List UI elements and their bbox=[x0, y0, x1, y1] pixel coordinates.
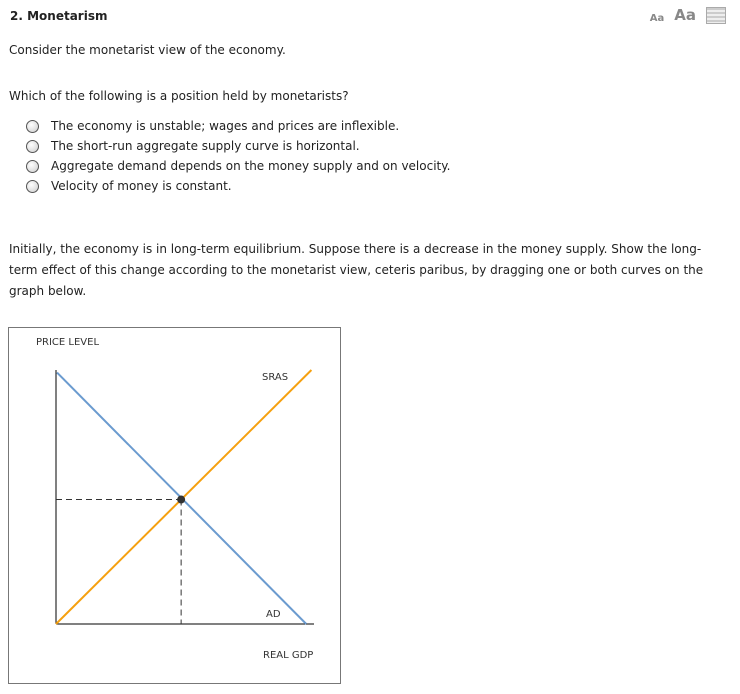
font-size-small-button[interactable]: Aa bbox=[649, 13, 665, 24]
radio-button[interactable] bbox=[26, 120, 39, 133]
equilibrium-point bbox=[177, 496, 185, 504]
toolbar bbox=[650, 6, 726, 24]
option-label: Velocity of money is constant. bbox=[51, 179, 232, 193]
y-axis-label: PRICE LEVEL bbox=[36, 337, 100, 348]
option-1[interactable] bbox=[26, 116, 450, 136]
question-title: 2. Monetarism bbox=[10, 9, 108, 23]
option-3[interactable] bbox=[26, 156, 450, 176]
option-label: The economy is unstable; wages and prices are inflexible. bbox=[51, 119, 400, 133]
print-icon[interactable] bbox=[706, 7, 726, 24]
option-label: Aggregate demand depends on the money supply and on velocity. bbox=[51, 159, 451, 173]
option-label: The short-run aggregate supply curve is horizontal. bbox=[51, 139, 360, 153]
instructions-text: Initially, the economy is in long-term equilibrium. Suppose there is a decrease in the money supply. Show the long-term effect of this change according to the monetarist view, ceteris paribus, by dragging one or both curves on the graph below. bbox=[9, 242, 704, 298]
graph-panel bbox=[8, 327, 341, 684]
font-size-large-button[interactable]: Aa bbox=[674, 6, 696, 24]
ad-label: AD bbox=[266, 609, 281, 620]
intro-text: Consider the monetarist view of the economy. bbox=[9, 43, 286, 57]
option-4[interactable] bbox=[26, 176, 450, 196]
option-2[interactable] bbox=[26, 136, 450, 156]
radio-button[interactable] bbox=[26, 140, 39, 153]
radio-button[interactable] bbox=[26, 180, 39, 193]
answer-options bbox=[26, 116, 450, 196]
ad-as-graph bbox=[9, 328, 340, 683]
x-axis-label: REAL GDP bbox=[263, 650, 314, 661]
question-text: Which of the following is a position held by monetarists? bbox=[9, 89, 349, 103]
radio-button[interactable] bbox=[26, 160, 39, 173]
sras-label: SRAS bbox=[262, 372, 289, 383]
